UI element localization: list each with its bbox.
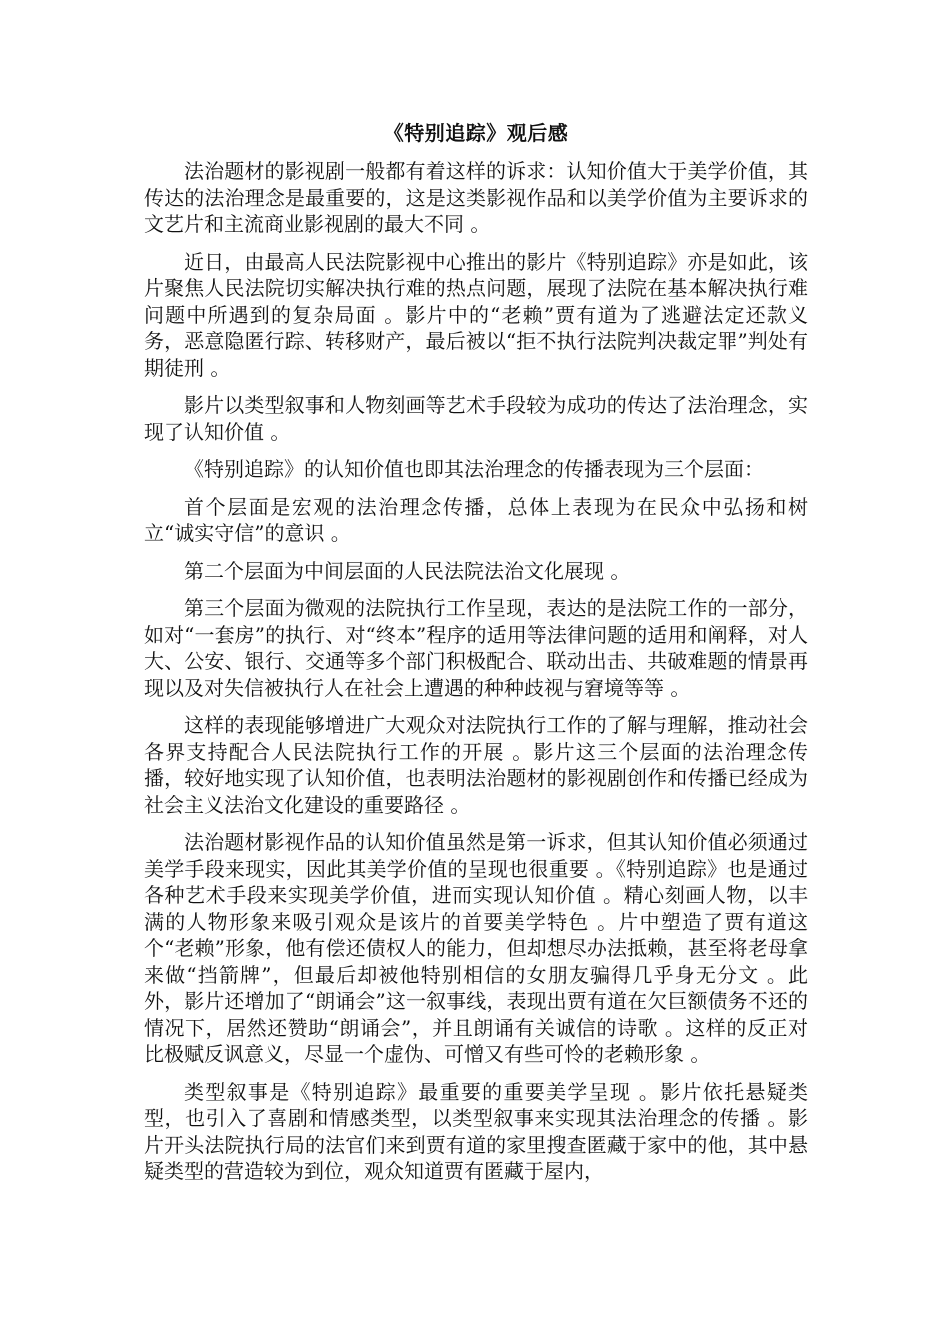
document-page (144, 118, 808, 1196)
document-title: 《特别追踪》观后感 (383, 121, 569, 145)
paragraph-7: 第三个层面为微观的法院执行工作呈现，表达的是法院工作的一部分，如对“一套房”的执行、对“终本”程序的适用等法律问题的适用和阐释，对人大、公安、银行、交通等多个部门积极配合、联动出击、共破难题的情景再现以及对失信被执行人在社会上遭遇的种种歧视与窘境等等 。 (144, 596, 808, 700)
paragraph-3: 影片以类型叙事和人物刻画等艺术手段较为成功的传达了法治理念，实现了认知价值 。 (144, 393, 808, 444)
paragraph-6: 第二个层面为中间层面的人民法院法治文化展现 。 (184, 558, 631, 583)
paragraph-1: 法治题材的影视剧一般都有着这样的诉求：认知价值大于美学价值，其传达的法治理念是最重要的，这是这类影视作品和以美学价值为主要诉求的文艺片和主流商业影视剧的最大不同 。 (144, 159, 808, 236)
paragraph-9: 法治题材影视作品的认知价值虽然是第一诉求，但其认知价值必须通过美学手段来现实，因此其美学价值的呈现也很重要 。《特别追踪》也是通过各种艺术手段来实现美学价值，进而实现认知价值 。精心刻画人物，以丰满的人物形象来吸引观众是该片的首要美学特色 。片中塑造了贾有道这个“老赖”形象，他有偿还债权人的能力，但却想尽办法抵赖，甚至将老母拿来做“挡箭牌”，但最后却被他特别相信的女朋友骗得几乎身无分文 。此外，影片还增加了“朗诵会”这一叙事线，表现出贾有道在欠巨额债务不还的情况下，居然还赞助“朗诵会”，并且朗诵有关诚信的诗歌 。这样的反正对比极赋反讽意义，尽显一个虚伪、可憎又有些可怜的老赖形象 。 (144, 830, 808, 1066)
paragraph-4: 《特别追踪》的认知价值也即其法治理念的传播表现为三个层面： (184, 457, 764, 481)
paragraph-10: 类型叙事是《特别追踪》最重要的重要美学呈现 。影片依托悬疑类型，也引入了喜剧和情感类型，以类型叙事来实现其法治理念的传播 。影片开头法院执行局的法官们来到贾有道的家里搜查匿藏于家中的他，其中悬疑类型的营造较为到位，观众知道贾有匿藏于屋内， (144, 1079, 808, 1183)
paragraph-8: 这样的表现能够增进广大观众对法院执行工作的了解与理解，推动社会各界支持配合人民法院执行工作的开展 。影片这三个层面的法治理念传播，较好地实现了认知价值，也表明法治题材的影视剧创作和传播已经成为社会主义法治文化建设的重要路径 。 (144, 713, 808, 817)
paragraph-2: 近日，由最高人民法院影视中心推出的影片《特别追踪》亦是如此，该片聚焦人民法院切实解决执行难的热点问题，展现了法院在基本解决执行难问题中所遇到的复杂局面 。影片中的“老赖”贾有道为了逃避法定还款义务，恶意隐匿行踪、转移财产，最后被以“拒不执行法院判决裁定罪”判处有期徒刑 。 (144, 249, 808, 380)
paragraph-5: 首个层面是宏观的法治理念传播，总体上表现为在民众中弘扬和树立“诚实守信”的意识 。 (144, 494, 808, 545)
